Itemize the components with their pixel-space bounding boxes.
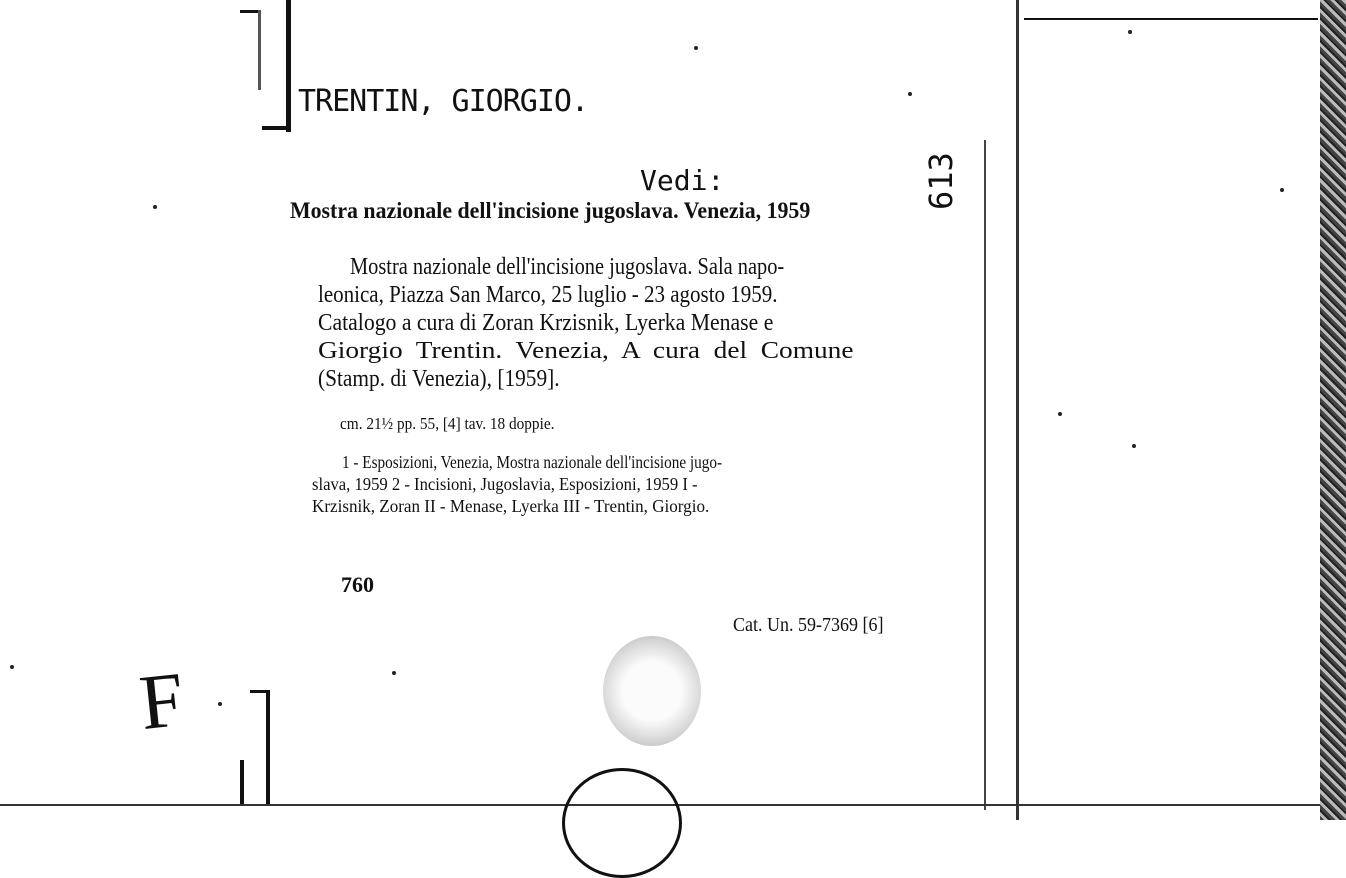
speck	[694, 46, 698, 50]
rod-hole-arc	[562, 768, 682, 878]
speck	[218, 702, 222, 706]
left-bracket-foot	[262, 126, 290, 130]
bottom-left-bracket	[266, 690, 270, 804]
punched-hole	[603, 636, 701, 746]
bottom-left-bracket-top	[250, 690, 268, 693]
call-number: 613	[922, 152, 960, 210]
see-reference-label: Vedi:	[640, 164, 725, 197]
bottom-left-tick	[240, 760, 244, 804]
catalog-number: Cat. Un. 59-7369 [6]	[733, 614, 884, 636]
top-left-tab-vertical	[258, 10, 261, 90]
see-reference-entry: Mostra nazionale dell'incisione jugoslava. Venezia, 1959	[290, 198, 811, 224]
speck	[908, 92, 912, 96]
scan-edge-noise	[1320, 0, 1346, 820]
description-line: (Stamp. di Venezia), [1959].	[318, 366, 560, 392]
speck	[153, 205, 157, 209]
speck	[392, 671, 396, 675]
top-left-tab	[240, 10, 260, 13]
speck	[1128, 30, 1132, 34]
speck	[1280, 188, 1284, 192]
description-line: Catalogo a cura di Zoran Krzisnik, Lyerka Menase e	[318, 310, 774, 336]
speck	[10, 665, 14, 669]
main-entry-heading: TRENTIN, GIORGIO.	[298, 84, 589, 119]
description-line: Giorgio Trentin. Venezia, A cura del Comune	[318, 338, 854, 364]
top-right-rule	[1024, 18, 1318, 20]
tracings-line: Krzisnik, Zoran II - Menase, Lyerka III - Trentin, Giorgio.	[312, 496, 710, 516]
speck	[1132, 444, 1136, 448]
tracings-line: 1 - Esposizioni, Venezia, Mostra nazionale dell'incisione jugo-	[342, 452, 723, 472]
description-line: Mostra nazionale dell'incisione jugoslava. Sala napo-	[350, 254, 785, 280]
right-inner-edge	[984, 140, 986, 810]
tracings-line: slava, 1959 2 - Incisioni, Jugoslavia, Esposizioni, 1959 I -	[312, 474, 698, 494]
collation: cm. 21½ pp. 55, [4] tav. 18 doppie.	[340, 414, 555, 433]
page-number: 760	[341, 572, 374, 597]
left-bracket-vertical	[286, 0, 291, 132]
speck	[1058, 412, 1062, 416]
stamp-letter: F	[135, 654, 188, 747]
description-line: leonica, Piazza San Marco, 25 luglio - 23 agosto 1959.	[318, 282, 778, 308]
right-card-edge	[1016, 0, 1019, 820]
